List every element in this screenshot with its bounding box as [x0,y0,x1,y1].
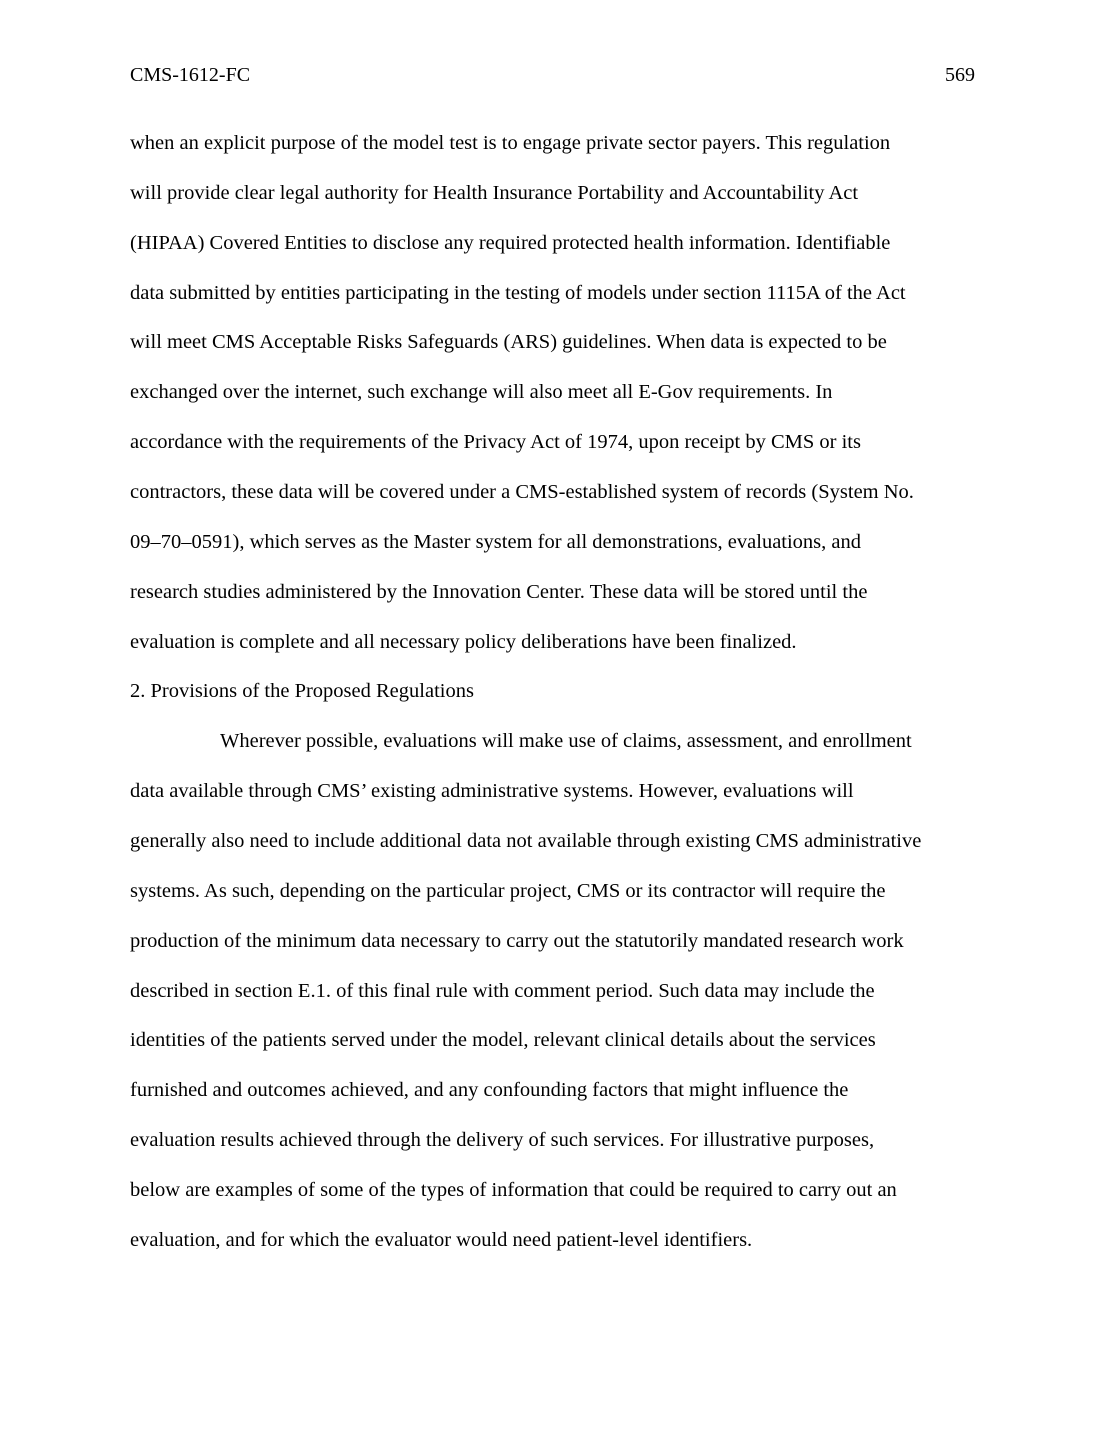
text-line: evaluation is complete and all necessary policy deliberations have been finalized. [130,630,797,653]
text-line: generally also need to include additional data not available through existing CMS administrative [130,830,922,853]
page-header [130,64,975,94]
text-line: identities of the patients served under the model, relevant clinical details about the services [130,1029,876,1052]
text-line: 09–70–0591), which serves as the Master system for all demonstrations, evaluations, and [130,530,862,553]
text-line: production of the minimum data necessary to carry out the statutorily mandated research work [130,929,904,952]
text-line: described in section E.1. of this final rule with comment period. Such data may include the [130,979,875,1002]
text-line: accordance with the requirements of the Privacy Act of 1974, upon receipt by CMS or its [130,431,861,454]
body-text [130,125,980,1272]
text-line: will provide clear legal authority for Health Insurance Portability and Accountability Act [130,181,859,204]
section-heading: 2. Provisions of the Proposed Regulations [130,680,474,703]
text-line: exchanged over the internet, such exchange will also meet all E-Gov requirements. In [130,381,833,404]
text-line: when an explicit purpose of the model test is to engage private sector payers. This regulation [130,132,891,154]
text-line: Wherever possible, evaluations will make use of claims, assessment, and enrollment [220,730,912,753]
text-line: furnished and outcomes achieved, and any confounding factors that might influence the [130,1079,849,1102]
document-id: CMS-1612-FC [130,64,251,86]
text-line: evaluation, and for which the evaluator would need patient-level identifiers. [130,1228,753,1251]
text-line: systems. As such, depending on the particular project, CMS or its contractor will require the [130,879,886,902]
text-line: data available through CMS’ existing administrative systems. However, evaluations will [130,780,854,803]
text-line: (HIPAA) Covered Entities to disclose any required protected health information. Identifiable [130,231,891,254]
page-number: 569 [945,64,975,86]
text-line: evaluation results achieved through the delivery of such services. For illustrative purposes, [130,1129,875,1152]
text-line: will meet CMS Acceptable Risks Safeguards (ARS) guidelines. When data is expected to be [130,331,887,354]
text-line: below are examples of some of the types of information that could be required to carry out an [130,1179,897,1202]
text-line: data submitted by entities participating in the testing of models under section 1115A of the Act [130,281,906,304]
text-line: contractors, these data will be covered under a CMS-established system of records (System No. [130,481,914,504]
text-line: research studies administered by the Innovation Center. These data will be stored until the [130,580,868,603]
